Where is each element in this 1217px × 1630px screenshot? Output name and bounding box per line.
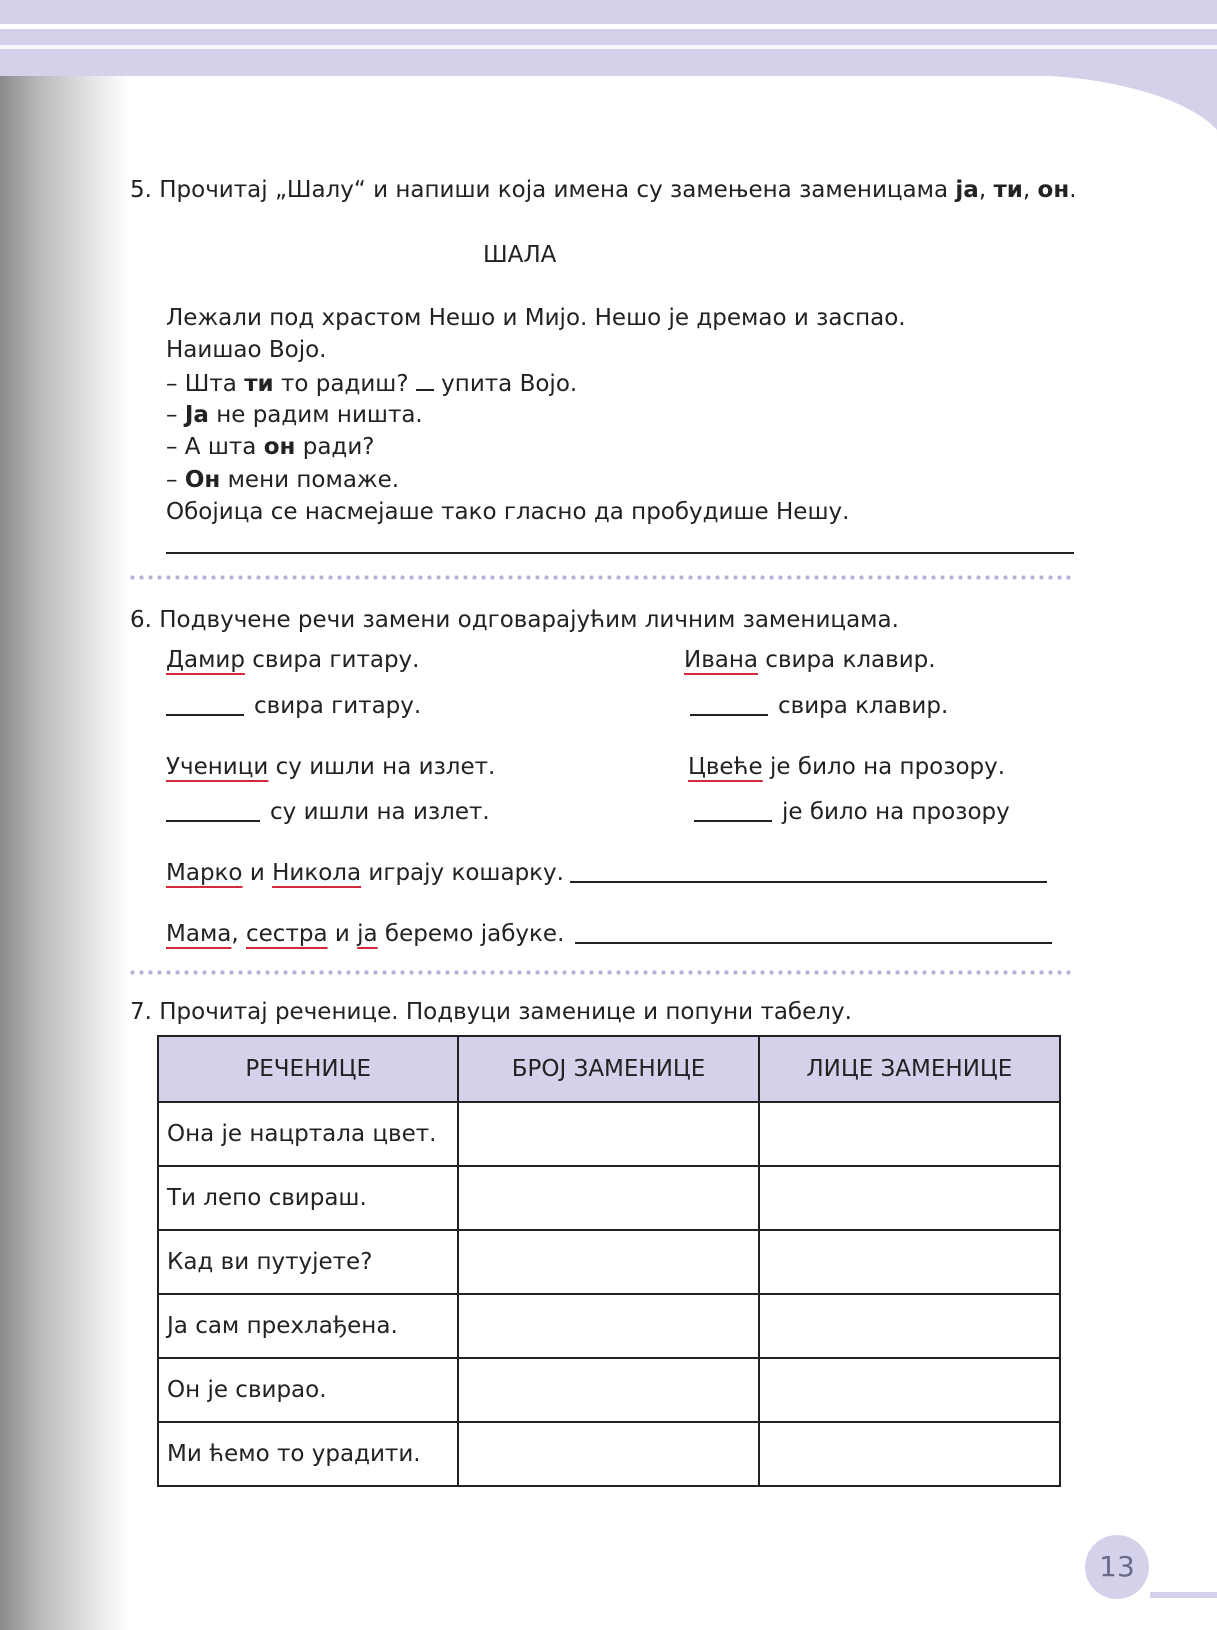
story-line: – Шта ти то радиш? упита Војо. — [166, 371, 578, 397]
person-cell[interactable] — [759, 1294, 1060, 1358]
sentence-cell: Кад ви путујете? — [158, 1230, 458, 1294]
task7-instruction: 7. Прочитај реченице. Подвуци заменице и попуни табелу. — [130, 999, 852, 1025]
column-header: БРОЈ ЗАМЕНИЦЕ — [458, 1036, 758, 1102]
person-cell[interactable] — [759, 1102, 1060, 1166]
pronoun-table — [157, 1035, 1061, 1487]
table-row — [158, 1230, 1060, 1294]
number-cell[interactable] — [458, 1166, 758, 1230]
sentence: Дамир свира гитару. — [166, 647, 420, 673]
sentence: је било на прозору — [782, 799, 1010, 825]
answer-line[interactable] — [575, 942, 1052, 944]
person-cell[interactable] — [759, 1422, 1060, 1486]
story-line: – Ја не радим ништа. — [166, 402, 423, 428]
answer-blank[interactable] — [166, 714, 244, 716]
sentence: свира клавир. — [778, 693, 949, 719]
number-cell[interactable] — [458, 1358, 758, 1422]
sentence: Цвеће је било на прозору. — [688, 754, 1006, 780]
table-row — [158, 1166, 1060, 1230]
number-cell[interactable] — [458, 1294, 758, 1358]
person-cell[interactable] — [759, 1230, 1060, 1294]
task5-instruction: 5. Прочитај „Шалу“ и напиши која имена су замењена заменицама ја, ти, он. — [130, 177, 1077, 203]
answer-blank[interactable] — [690, 714, 768, 716]
table-row — [158, 1358, 1060, 1422]
header-decoration — [0, 0, 1217, 130]
story-line: Обојица се насмејаше тако гласно да пробудише Нешу. — [166, 499, 850, 525]
page-number-bar — [1150, 1592, 1217, 1598]
story-title: ШАЛА — [483, 242, 557, 268]
sentence: Ивана свира клавир. — [684, 647, 936, 673]
task5-answer-line[interactable] — [166, 552, 1074, 554]
story-line: Наишао Војо. — [166, 337, 327, 363]
sentence-cell: Ја сам прехлађена. — [158, 1294, 458, 1358]
sentence: су ишли на излет. — [270, 799, 490, 825]
number-cell[interactable] — [458, 1422, 758, 1486]
table-row — [158, 1102, 1060, 1166]
sentence: Марко и Никола играју кошарку. — [166, 860, 564, 886]
sentence: Ученици су ишли на излет. — [166, 754, 496, 780]
number-cell[interactable] — [458, 1102, 758, 1166]
number-cell[interactable] — [458, 1230, 758, 1294]
page-number: 13 — [1085, 1535, 1149, 1599]
sentence-cell: Он је свирао. — [158, 1358, 458, 1422]
section-divider — [128, 970, 1075, 975]
person-cell[interactable] — [759, 1166, 1060, 1230]
story-line: – А шта он ради? — [166, 434, 375, 460]
column-header: РЕЧЕНИЦЕ — [158, 1036, 458, 1102]
section-divider — [128, 575, 1075, 580]
column-header: ЛИЦЕ ЗАМЕНИЦЕ — [759, 1036, 1060, 1102]
table-row — [158, 1294, 1060, 1358]
answer-blank[interactable] — [694, 820, 772, 822]
book-spine-shadow — [0, 0, 130, 1630]
person-cell[interactable] — [759, 1358, 1060, 1422]
story-line: Лежали под храстом Нешо и Мијо. Нешо је дремао и заспао. — [166, 305, 906, 331]
sentence-cell: Ми ћемо то урадити. — [158, 1422, 458, 1486]
task6-instruction: 6. Подвучене речи замени одговарајућим личним заменицама. — [130, 607, 899, 633]
answer-blank[interactable] — [166, 820, 260, 822]
sentence: Мама, сестра и ја беремо јабуке. — [166, 921, 565, 947]
sentence-cell: Она је нацртала цвет. — [158, 1102, 458, 1166]
sentence-cell: Ти лепо свираш. — [158, 1166, 458, 1230]
story-line: – Он мени помаже. — [166, 467, 400, 493]
sentence: свира гитару. — [254, 693, 422, 719]
table-row — [158, 1422, 1060, 1486]
table-header-row — [158, 1036, 1060, 1102]
answer-line[interactable] — [570, 881, 1047, 883]
